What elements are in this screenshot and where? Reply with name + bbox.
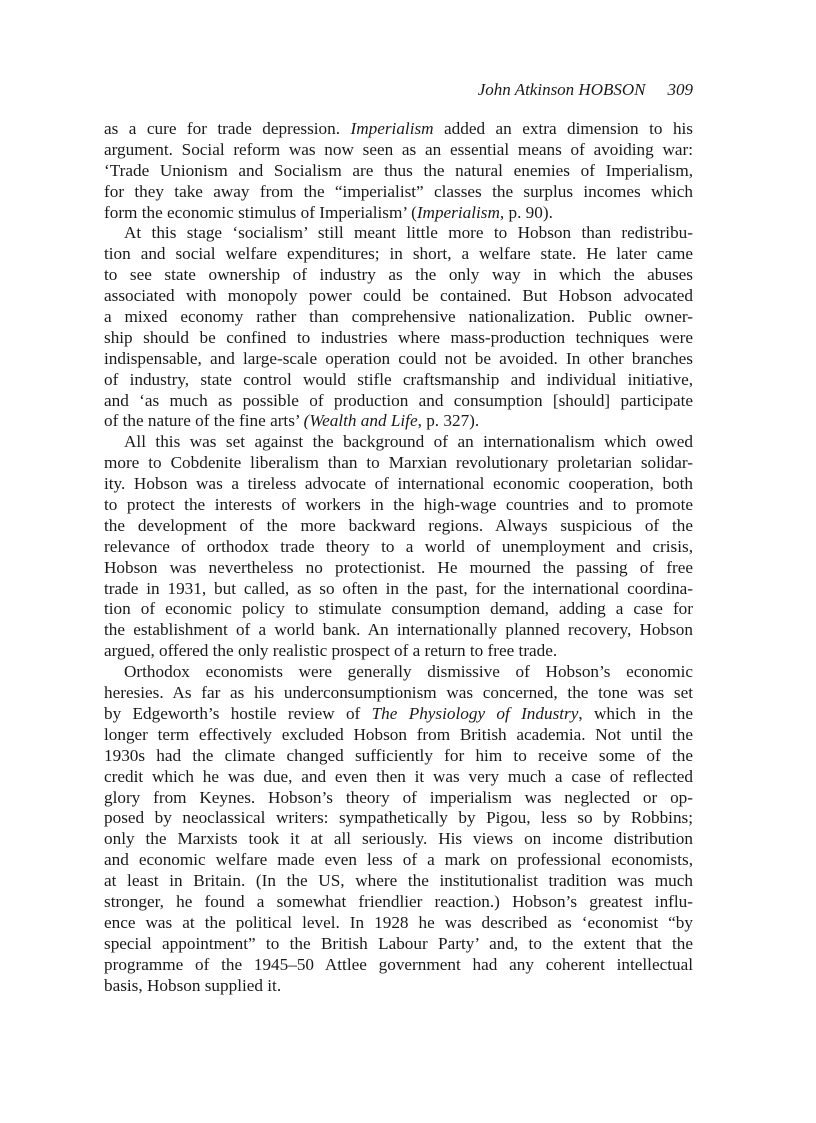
text-run: tion of economic policy to stimulate consumption demand, adding a case for <box>104 599 693 619</box>
page-number: 309 <box>667 80 693 99</box>
text-run: and ‘as much as possible of production and consumption [should] participate <box>104 390 693 410</box>
text-line <box>104 537 693 558</box>
text-run: Orthodox economists were generally dismissive of Hobson’s economic <box>124 662 693 682</box>
paragraph <box>104 223 693 432</box>
text-line <box>104 265 693 286</box>
text-run: the establishment of a world bank. An internationally planned recovery, Hobson <box>104 620 693 640</box>
body-text <box>104 119 693 996</box>
text-line <box>104 474 693 495</box>
text-run: ship should be confined to industries where mass-production techniques were <box>104 327 693 347</box>
text-run: to see state ownership of industry as the only way in which the abuses <box>104 265 693 285</box>
text-line <box>104 788 693 809</box>
text-line <box>104 871 693 892</box>
text-line <box>104 411 693 432</box>
text-run: of the nature of the fine arts’ <box>104 411 304 431</box>
text-line <box>104 620 693 641</box>
text-line <box>104 850 693 871</box>
text-run: trade in 1931, but called, as so often in the past, for the international coordina- <box>104 578 693 598</box>
text-run: , p. 90). <box>499 202 553 222</box>
text-run: more to Cobdenite liberalism than to Marxian revolutionary proletarian solidar- <box>104 453 693 473</box>
text-line <box>104 892 693 913</box>
text-run: , p. 327). <box>417 411 480 431</box>
running-title: John Atkinson HOBSON <box>477 80 646 99</box>
text-line <box>104 579 693 600</box>
text-run: basis, Hobson supplied it. <box>104 975 282 995</box>
text-line <box>104 140 693 161</box>
text-line <box>104 558 693 579</box>
text-line <box>104 704 693 725</box>
text-run: argued, offered the only realistic prospect of a return to free trade. <box>104 641 558 661</box>
italic-title: The Physiology of Industry <box>371 703 579 723</box>
text-line <box>104 599 693 620</box>
text-line <box>104 976 693 997</box>
text-line <box>104 328 693 349</box>
text-run: associated with monopoly power could be contained. But Hobson advocated <box>104 286 693 306</box>
text-run: longer term effectively excluded Hobson from British academia. Not until the <box>104 724 693 744</box>
text-line <box>104 182 693 203</box>
text-run: ence was at the political level. In 1928 he was described as ‘economist “by <box>104 912 693 932</box>
paragraph <box>104 432 693 662</box>
text-run: of industry, state control would stifle craftsmanship and individual initiative, <box>104 369 693 389</box>
text-run: for they take away from the “imperialist” classes the surplus incomes which <box>104 181 693 201</box>
text-run: Hobson was nevertheless no protectionist. He mourned the passing of free <box>104 557 693 577</box>
text-line <box>104 432 693 453</box>
text-line <box>104 286 693 307</box>
text-line <box>104 767 693 788</box>
text-line <box>104 370 693 391</box>
text-run: stronger, he found a somewhat friendlier reaction.) Hobson’s greatest influ- <box>104 891 693 911</box>
text-line <box>104 725 693 746</box>
text-line <box>104 808 693 829</box>
text-run: only the Marxists took it at all seriously. His views on income distribution <box>104 829 693 849</box>
text-run: ‘Trade Unionism and Socialism are thus the natural enemies of Imperialism, <box>104 160 693 180</box>
text-run: ity. Hobson was a tireless advocate of international economic cooperation, both <box>104 474 693 494</box>
text-run: argument. Social reform was now seen as an essential means of avoiding war: <box>104 139 693 159</box>
text-run: the development of the more backward regions. Always suspicious of the <box>104 515 693 535</box>
text-line <box>104 161 693 182</box>
text-run: to protect the interests of workers in the high-wage countries and to promote <box>104 495 693 515</box>
text-line <box>104 223 693 244</box>
italic-title: (Wealth and Life <box>303 411 418 431</box>
text-run: at least in Britain. (In the US, where the institutionalist tradition was much <box>104 871 693 891</box>
text-line <box>104 913 693 934</box>
text-run: by Edgeworth’s hostile review of <box>104 703 372 723</box>
text-run: added an extra dimension to his <box>433 119 694 138</box>
italic-title: Imperialism <box>350 119 434 138</box>
text-run: as a cure for trade depression. <box>104 119 351 138</box>
text-line <box>104 934 693 955</box>
text-run: , which in the <box>578 703 694 723</box>
text-line <box>104 955 693 976</box>
text-line <box>104 746 693 767</box>
italic-title: Imperialism <box>416 202 500 222</box>
text-line <box>104 391 693 412</box>
text-line <box>104 662 693 683</box>
text-run: form the economic stimulus of Imperialism’ ( <box>104 202 417 222</box>
text-run: All this was set against the background of an internationalism which owed <box>124 432 693 452</box>
text-line <box>104 641 693 662</box>
text-run: 1930s had the climate changed sufficiently for him to receive some of the <box>104 745 693 765</box>
text-line <box>104 516 693 537</box>
text-line <box>104 453 693 474</box>
text-run: indispensable, and large-scale operation could not be avoided. In other branches <box>104 348 693 368</box>
text-line <box>104 495 693 516</box>
paragraph <box>104 119 693 223</box>
text-line <box>104 307 693 328</box>
text-run: relevance of orthodox trade theory to a world of unemployment and crisis, <box>104 536 693 556</box>
text-run: special appointment” to the British Labour Party’ and, to the extent that the <box>104 933 693 953</box>
text-line <box>104 119 693 140</box>
text-run: posed by neoclassical writers: sympathetically by Pigou, less so by Robbins; <box>104 808 693 828</box>
text-line <box>104 829 693 850</box>
text-run: credit which he was due, and even then it was very much a case of reflected <box>104 766 693 786</box>
text-line <box>104 244 693 265</box>
text-run: programme of the 1945–50 Attlee government had any coherent intellectual <box>104 954 693 974</box>
text-run: At this stage ‘socialism’ still meant little more to Hobson than redistribu- <box>124 223 693 243</box>
text-line <box>104 203 693 224</box>
text-line <box>104 683 693 704</box>
running-header <box>478 80 693 100</box>
paragraph <box>104 662 693 996</box>
text-run: tion and social welfare expenditures; in short, a welfare state. He later came <box>104 244 693 264</box>
text-run: a mixed economy rather than comprehensive nationalization. Public owner- <box>104 307 693 327</box>
text-line <box>104 349 693 370</box>
text-run: glory from Keynes. Hobson’s theory of imperialism was neglected or op- <box>104 787 693 807</box>
text-run: and economic welfare made even less of a mark on professional economists, <box>104 850 693 870</box>
text-run: heresies. As far as his underconsumptionism was concerned, the tone was set <box>104 683 693 703</box>
